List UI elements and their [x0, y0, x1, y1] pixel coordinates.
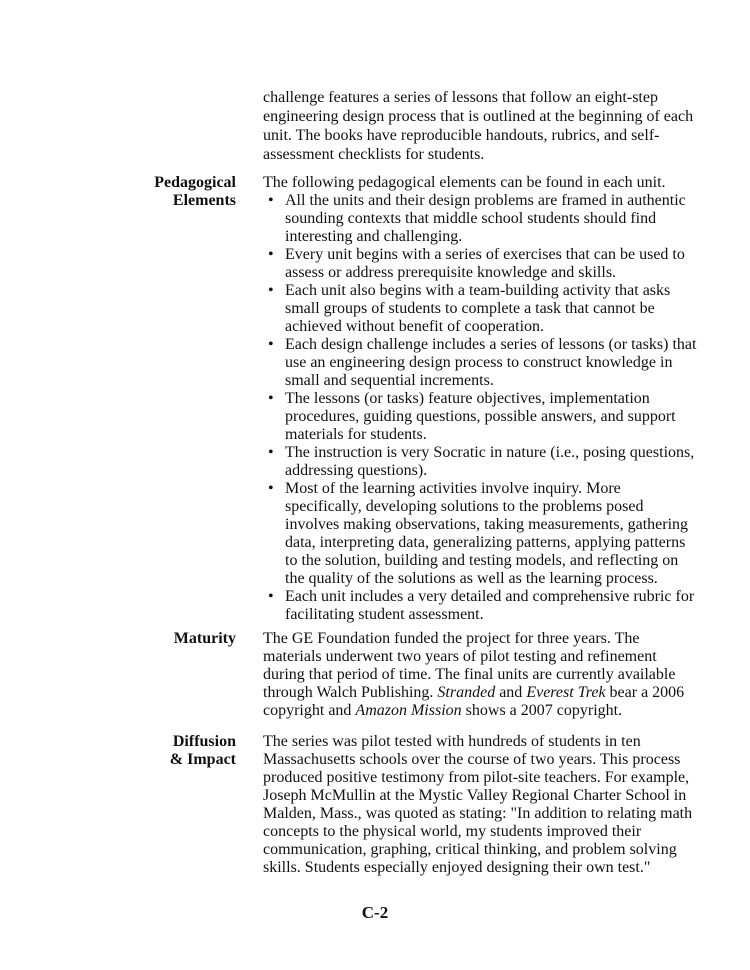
section-label-pedagogical: [154, 174, 236, 210]
text-line: [263, 648, 703, 666]
bullet-icon: •: [268, 390, 274, 407]
text-line: [263, 684, 703, 702]
text-line: Each unit includes a very detailed and comprehensive rubric for: [285, 588, 695, 605]
italic-title: Everest Trek: [526, 684, 606, 701]
bullet-item: [263, 192, 703, 246]
text-line: Massachusetts schools over the course of two years. This process: [263, 751, 681, 768]
text-segment: shows a 2007 copyright.: [461, 702, 623, 719]
text-line: Each design challenge includes a series of lessons (or tasks) that: [285, 336, 697, 353]
text-segment: The GE Foundation funded the project for three years. The: [263, 630, 640, 647]
text-line: concepts to the physical world, my students improved their: [263, 823, 642, 840]
bullet-list: [263, 192, 703, 624]
text-line: unit. The books have reproducible handouts, rubrics, and self-: [263, 127, 660, 144]
text-line: [263, 702, 703, 720]
text-line: the quality of the solutions as well as the learning process.: [285, 570, 658, 587]
text-line: procedures, guiding questions, possible answers, and support: [285, 408, 676, 425]
text-line: involves making observations, taking measurements, gathering: [285, 516, 689, 533]
bullet-icon: •: [268, 282, 274, 299]
text-line: assessment checklists for students.: [263, 146, 485, 163]
text-segment: and: [495, 684, 527, 701]
label-line: Pedagogical: [154, 174, 236, 191]
text-line: interesting and challenging.: [285, 228, 463, 245]
text-line: use an engineering design process to construct knowledge in: [285, 354, 673, 371]
text-segment: bear a 2006: [605, 684, 685, 701]
label-line: & Impact: [169, 751, 236, 768]
text-line: to the solution, building and testing models, and reflecting on: [285, 552, 679, 569]
bullet-item: [263, 444, 703, 480]
text-line: materials for students.: [285, 426, 427, 443]
text-segment: through Walch Publishing.: [263, 684, 438, 701]
bullet-icon: •: [268, 192, 274, 209]
bullet-item: [263, 480, 703, 588]
text-line: small and sequential increments.: [285, 372, 494, 389]
label-line: Elements: [172, 192, 236, 209]
diffusion-text: [263, 733, 703, 877]
bullet-item: [263, 246, 703, 282]
text-line: Each unit also begins with a team-building activity that asks: [285, 282, 671, 299]
bullet-icon: •: [268, 444, 274, 461]
text-line: achieved without benefit of cooperation.: [285, 318, 545, 335]
text-segment: materials underwent two years of pilot testing and refinement: [263, 648, 657, 665]
bullet-item: [263, 588, 703, 624]
text-line: sounding contexts that middle school students should find: [285, 210, 657, 227]
italic-title: Stranded: [437, 684, 496, 701]
bullet-item: [263, 336, 703, 390]
text-line: addressing questions).: [285, 462, 428, 479]
text-line: [263, 666, 703, 684]
pedagogical-lead: The following pedagogical elements can be found in each unit.: [263, 174, 666, 191]
text-line: produced positive testimony from pilot-site teachers. For example,: [263, 769, 690, 786]
text-line: The instruction is very Socratic in nature (i.e., posing questions,: [285, 444, 695, 461]
bullet-icon: •: [268, 336, 274, 353]
text-line: All the units and their design problems are framed in authentic: [285, 192, 686, 209]
section-label-diffusion: [170, 733, 236, 769]
text-line: small groups of students to complete a task that cannot be: [285, 300, 655, 317]
bullet-icon: •: [268, 480, 274, 497]
label-line: Maturity: [173, 630, 236, 647]
maturity-text: [263, 630, 703, 720]
bullet-item: [263, 282, 703, 336]
label-line: Diffusion: [172, 733, 236, 750]
text-line: Every unit begins with a series of exercises that can be used to: [285, 246, 685, 263]
text-segment: copyright and: [263, 702, 356, 719]
bullet-icon: •: [268, 588, 274, 605]
text-line: engineering design process that is outlined at the beginning of each: [263, 108, 694, 125]
text-line: Joseph McMullin at the Mystic Valley Regional Charter School in: [263, 787, 687, 804]
text-line: data, interpreting data, generalizing patterns, applying patterns: [285, 534, 686, 551]
section-label-maturity: [174, 630, 236, 648]
text-line: challenge features a series of lessons that follow an eight-step: [263, 89, 658, 106]
text-line: skills. Students especially enjoyed designing their own test.": [263, 859, 651, 876]
text-line: facilitating student assessment.: [285, 606, 484, 623]
text-line: [263, 630, 703, 648]
text-line: communication, graphing, critical thinking, and problem solving: [263, 841, 677, 858]
text-line: The lessons (or tasks) feature objectives, implementation: [285, 390, 650, 407]
text-line: Malden, Mass., was quoted as stating: "In addition to relating math: [263, 805, 693, 822]
bullet-icon: •: [268, 246, 274, 263]
text-segment: during that period of time. The final units are currently available: [263, 666, 676, 683]
text-line: specifically, developing solutions to the problems posed: [285, 498, 644, 515]
text-line: assess or address prerequisite knowledge and skills.: [285, 264, 617, 281]
pedagogical-body: [263, 174, 703, 624]
text-line: The series was pilot tested with hundreds of students in ten: [263, 733, 641, 750]
bullet-item: [263, 390, 703, 444]
intro-text: [263, 88, 703, 164]
italic-title: Amazon Mission: [355, 702, 462, 719]
page-number: C-2: [361, 903, 389, 922]
text-line: Most of the learning activities involve inquiry. More: [285, 480, 621, 497]
